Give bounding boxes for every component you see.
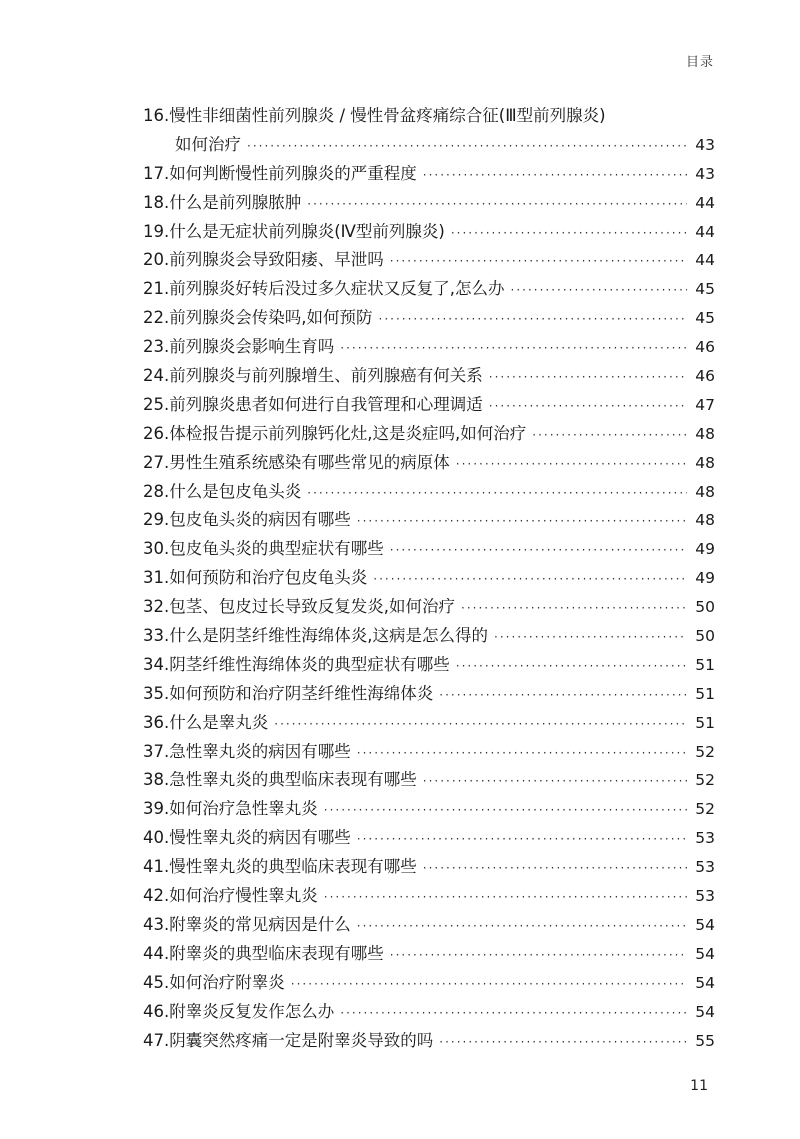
toc-entry-title: 什么是阴茎纤维性海绵体炎,这病是怎么得的 [169, 626, 488, 646]
toc-entry-page: 46 [695, 367, 715, 386]
toc-entry-title: 前列腺炎会传染吗,如何预防 [169, 308, 373, 328]
toc-entry-title: 急性睾丸炎的典型临床表现有哪些 [169, 770, 417, 790]
running-head: 目录 [685, 55, 714, 70]
toc-entry-number: 43. [143, 914, 170, 934]
toc-entry-number: 20. [143, 250, 170, 270]
toc-entry-page: 52 [695, 800, 715, 819]
toc-entry-title: 前列腺炎会导致阳痿、早泄吗 [169, 250, 384, 270]
toc-entry[interactable] [143, 449, 715, 478]
toc-entry-page: 44 [695, 222, 715, 241]
toc-entry[interactable] [143, 911, 715, 940]
toc-entry-page: 54 [695, 944, 715, 963]
toc-entry-number: 21. [143, 279, 170, 299]
dot-leader [423, 854, 687, 883]
dot-leader [494, 623, 687, 652]
toc-entry[interactable] [143, 131, 715, 160]
page-number: 11 [690, 1078, 708, 1094]
toc-entry[interactable] [143, 622, 715, 651]
toc-entry-title: 如何治疗慢性睾丸炎 [169, 886, 318, 906]
toc-entry[interactable] [143, 391, 715, 420]
toc-entry-page: 54 [695, 1002, 715, 1021]
toc-entry[interactable] [143, 651, 715, 680]
dot-leader [423, 767, 687, 796]
toc-entry-page: 52 [695, 742, 715, 761]
toc-entry[interactable] [143, 1027, 715, 1056]
toc-entry-title: 包皮龟头炎的典型症状有哪些 [169, 539, 384, 559]
toc-entry[interactable] [143, 593, 715, 622]
toc-entry[interactable] [143, 420, 715, 449]
dot-leader [340, 334, 687, 363]
toc-entry-title: 慢性睾丸炎的病因有哪些 [169, 828, 351, 848]
toc-entry[interactable] [143, 882, 715, 911]
dot-leader [390, 247, 687, 276]
toc-entry-title: 阴囊突然疼痛一定是附睾炎导致的吗 [169, 1030, 434, 1050]
toc-entry[interactable] [143, 246, 715, 275]
toc-entry-page: 43 [695, 135, 715, 154]
toc-entry[interactable] [143, 680, 715, 709]
toc-entry[interactable] [143, 535, 715, 564]
toc-entry-page: 51 [695, 713, 715, 732]
toc-entry[interactable] [143, 506, 715, 535]
toc-entry[interactable] [143, 362, 715, 391]
toc-entry[interactable] [143, 709, 715, 738]
toc-entry-page: 47 [695, 395, 715, 414]
toc-entry[interactable] [143, 102, 715, 131]
toc-entry-number: 16. [143, 106, 170, 125]
toc-entry-title: 附睾炎的常见病因是什么 [169, 914, 351, 934]
toc-entry-title: 男性生殖系统感染有哪些常见的病原体 [169, 452, 450, 472]
toc-entry-number: 32. [143, 597, 170, 617]
toc-entry-number: 17. [143, 163, 170, 183]
toc-entry-number: 25. [143, 394, 170, 414]
toc-entry-number: 29. [143, 510, 170, 530]
toc-entry[interactable] [143, 275, 715, 304]
toc-entry-number: 22. [143, 308, 170, 328]
toc-entry-title: 如何治疗 [175, 134, 241, 154]
toc-entry-number: 44. [143, 943, 170, 963]
toc-entry-page: 44 [695, 193, 715, 212]
toc-entry-title: 如何治疗急性睾丸炎 [169, 799, 318, 819]
toc-entry-number: 36. [143, 712, 170, 732]
toc-entry-number: 26. [143, 423, 170, 443]
toc-entry-title: 包皮龟头炎的病因有哪些 [169, 510, 351, 530]
toc-entry-page: 45 [695, 280, 715, 299]
dot-leader [357, 507, 687, 536]
toc-entry-page: 44 [695, 251, 715, 270]
toc-entry-number: 18. [143, 192, 170, 212]
toc-entry-title: 前列腺炎与前列腺增生、前列腺癌有何关系 [169, 366, 483, 386]
dot-leader [489, 363, 687, 392]
dot-leader [324, 883, 687, 912]
toc-entry-number: 46. [143, 1001, 170, 1021]
toc-entry-title: 什么是前列腺脓肿 [169, 192, 302, 212]
toc-entry-page: 52 [695, 771, 715, 790]
toc-entry-page: 49 [695, 540, 715, 559]
toc-entry-page: 51 [695, 684, 715, 703]
dot-leader [451, 219, 687, 248]
toc-entry-title: 什么是包皮龟头炎 [169, 481, 302, 501]
toc-entry-title: 前列腺炎患者如何进行自我管理和心理调适 [169, 394, 483, 414]
toc-entry-title: 前列腺炎好转后没过多久症状又反复了,怎么办 [169, 279, 505, 299]
toc-entry-page: 54 [695, 915, 715, 934]
toc-entry-number: 24. [143, 366, 170, 386]
dot-leader [291, 970, 687, 999]
toc-entry-title: 附睾炎的典型临床表现有哪些 [169, 943, 384, 963]
toc-entry-number: 41. [143, 857, 170, 877]
toc-entry-number: 35. [143, 683, 170, 703]
toc-entry-title: 前列腺炎会影响生育吗 [169, 337, 335, 357]
toc-entry-title: 如何预防和治疗包皮龟头炎 [169, 568, 368, 588]
dot-leader [357, 912, 687, 941]
toc-entry-title: 附睾炎反复发作怎么办 [169, 1001, 335, 1021]
toc-entry[interactable] [143, 478, 715, 507]
toc-entry[interactable] [143, 189, 715, 218]
dot-leader [357, 739, 687, 768]
toc-entry-number: 45. [143, 972, 170, 992]
toc-entry-title: 体检报告提示前列腺钙化灶,这是炎症吗,如何治疗 [169, 423, 527, 443]
toc-entry-page: 43 [695, 164, 715, 183]
dot-leader [489, 392, 687, 421]
toc-entry-page: 51 [695, 655, 715, 674]
toc-entry-title: 慢性睾丸炎的典型临床表现有哪些 [169, 857, 417, 877]
toc-entry[interactable] [143, 218, 715, 247]
toc-entry-title: 慢性非细菌性前列腺炎 / 慢性骨盆疼痛综合征(Ⅲ型前列腺炎) [169, 106, 606, 125]
toc-entry[interactable] [143, 853, 715, 882]
toc-entry[interactable] [143, 998, 715, 1027]
toc-entry[interactable] [143, 160, 715, 189]
toc-entry-title: 包茎、包皮过长导致反复发炎,如何治疗 [169, 597, 455, 617]
toc-entry-title: 阴茎纤维性海绵体炎的典型症状有哪些 [169, 654, 450, 674]
dot-leader [511, 276, 688, 305]
dot-leader [379, 305, 688, 334]
toc-entry-page: 50 [695, 598, 715, 617]
toc-entry-number: 31. [143, 568, 170, 588]
toc-entry-number: 47. [143, 1030, 170, 1050]
toc-entry-page: 53 [695, 858, 715, 877]
toc-entry[interactable] [143, 564, 715, 593]
toc-entry[interactable] [143, 795, 715, 824]
toc-entry-page: 48 [695, 511, 715, 530]
toc-entry-number: 19. [143, 221, 170, 241]
dot-leader [532, 421, 687, 450]
toc-entry-number: 37. [143, 741, 170, 761]
dot-leader [324, 796, 687, 825]
dot-leader [456, 450, 687, 479]
dot-leader [373, 565, 687, 594]
toc-entry-page: 45 [695, 309, 715, 328]
toc-entry-title: 如何治疗附睾炎 [169, 972, 285, 992]
toc-entry-number: 40. [143, 828, 170, 848]
dot-leader [461, 594, 687, 623]
toc-entry[interactable] [143, 304, 715, 333]
toc-entry-page: 53 [695, 829, 715, 848]
toc-entry-page: 48 [695, 453, 715, 472]
toc-entry-page: 54 [695, 973, 715, 992]
toc-entry-page: 48 [695, 482, 715, 501]
toc-entry-number: 33. [143, 626, 170, 646]
toc-entry-title: 如何判断慢性前列腺炎的严重程度 [169, 163, 417, 183]
toc-entry-number: 42. [143, 886, 170, 906]
dot-leader [247, 132, 687, 161]
dot-leader [274, 710, 687, 739]
toc-entry-title: 什么是无症状前列腺炎(Ⅳ型前列腺炎) [169, 221, 445, 241]
table-of-contents [143, 102, 715, 1055]
dot-leader [439, 681, 687, 710]
toc-entry-page: 46 [695, 338, 715, 357]
toc-entry[interactable] [143, 969, 715, 998]
toc-entry[interactable] [143, 766, 715, 795]
toc-entry-number: 28. [143, 481, 170, 501]
toc-entry-title: 急性睾丸炎的病因有哪些 [169, 741, 351, 761]
dot-leader [456, 652, 687, 681]
toc-entry[interactable] [143, 738, 715, 767]
dot-leader [439, 1028, 687, 1057]
dot-leader [307, 479, 687, 508]
toc-entry[interactable] [143, 333, 715, 362]
dot-leader [340, 999, 687, 1028]
toc-entry-number: 23. [143, 337, 170, 357]
toc-entry-number: 39. [143, 799, 170, 819]
toc-entry[interactable] [143, 940, 715, 969]
toc-entry-page: 55 [695, 1031, 715, 1050]
dot-leader [390, 941, 687, 970]
toc-entry[interactable] [143, 824, 715, 853]
toc-entry-page: 48 [695, 424, 715, 443]
toc-entry-number: 34. [143, 654, 170, 674]
toc-entry-number: 27. [143, 452, 170, 472]
dot-leader [307, 190, 687, 219]
dot-leader [357, 825, 687, 854]
toc-entry-page: 49 [695, 569, 715, 588]
toc-entry-title: 什么是睾丸炎 [169, 712, 269, 732]
dot-leader [423, 161, 687, 190]
toc-entry-page: 50 [695, 627, 715, 646]
dot-leader [390, 536, 687, 565]
toc-entry-page: 53 [695, 887, 715, 906]
toc-entry-title: 如何预防和治疗阴茎纤维性海绵体炎 [169, 683, 434, 703]
toc-entry-number: 38. [143, 770, 170, 790]
toc-entry-number: 30. [143, 539, 170, 559]
